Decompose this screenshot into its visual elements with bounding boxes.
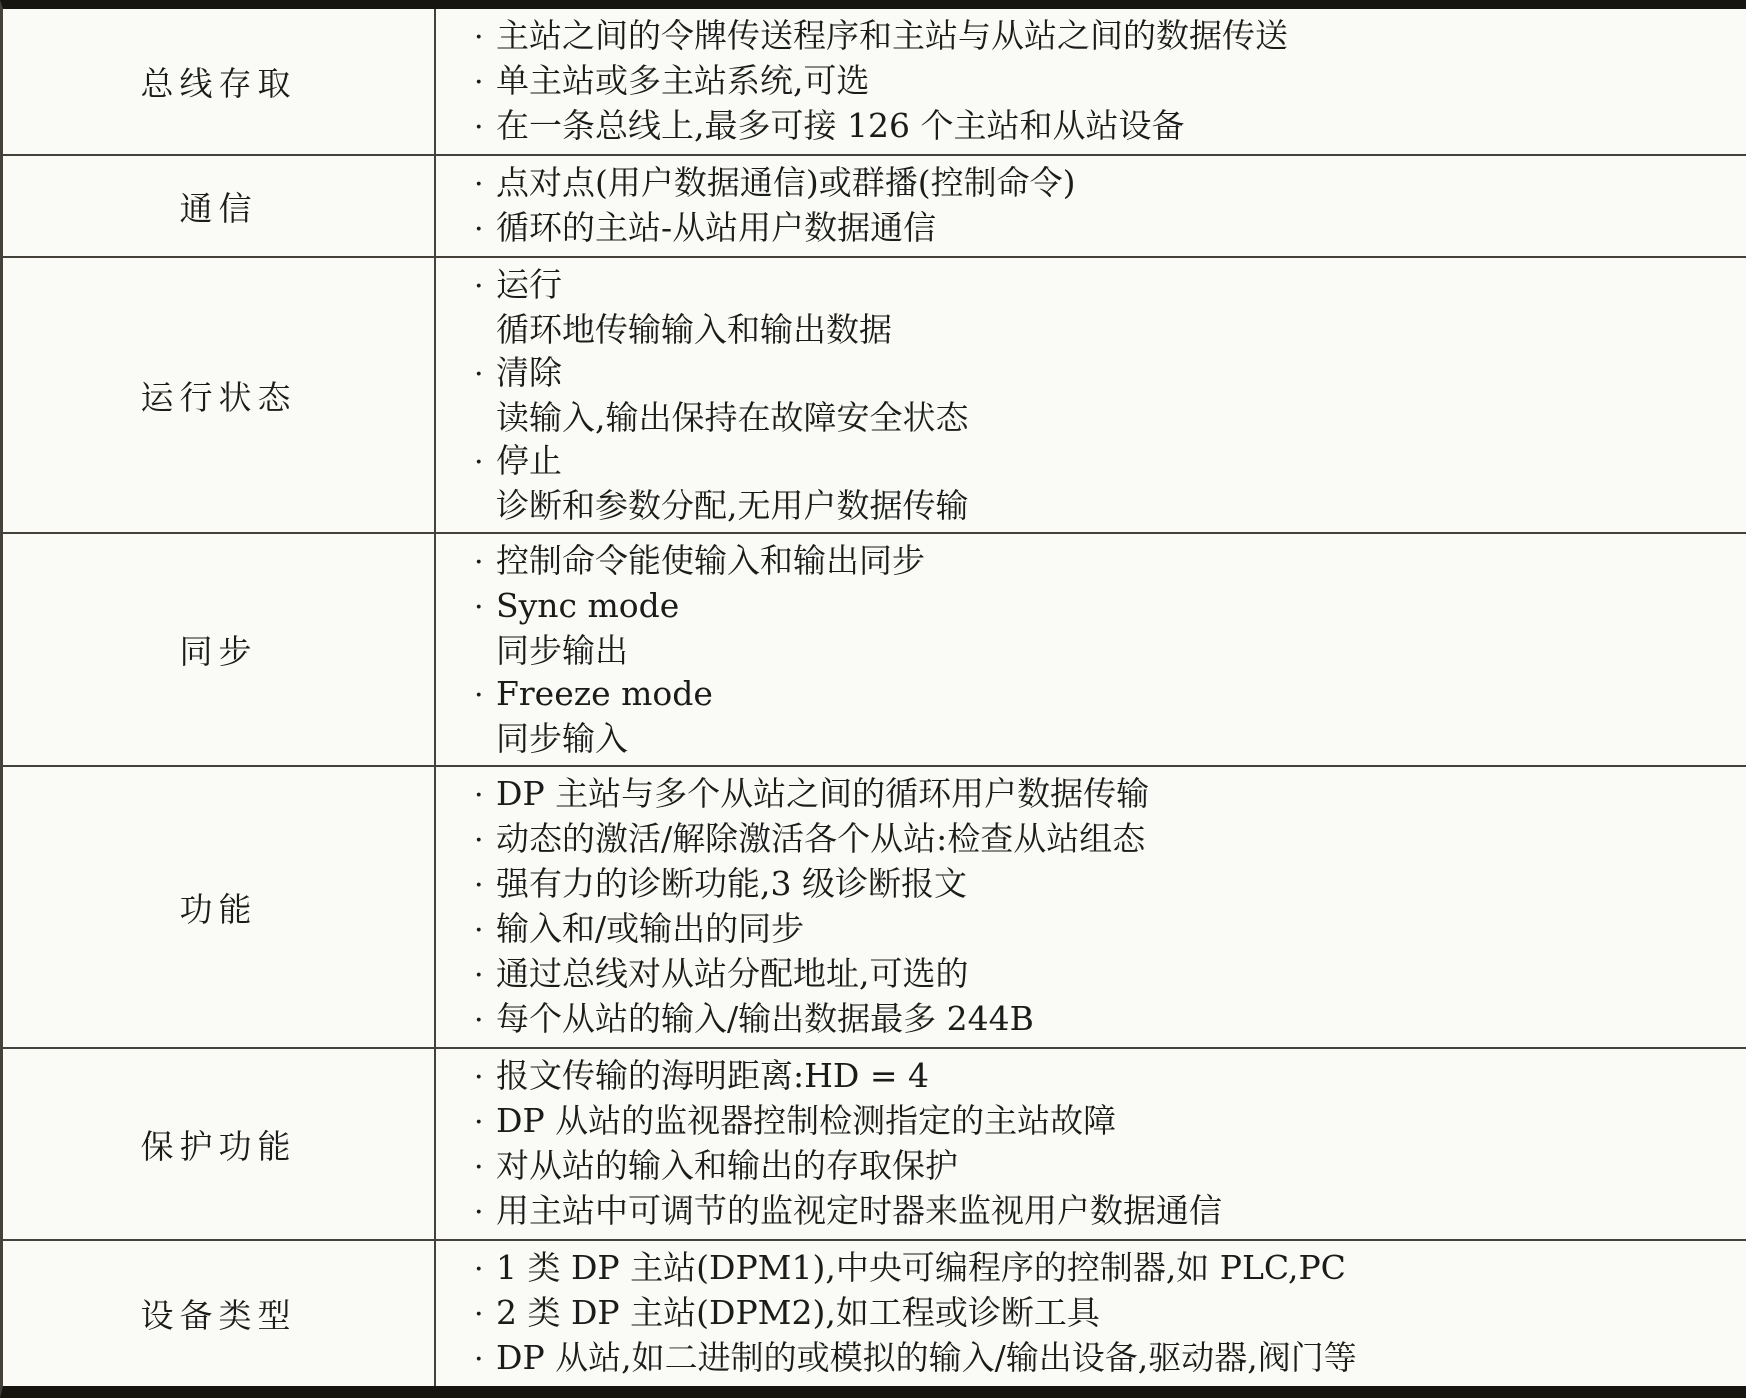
spec-line: [474, 104, 1736, 149]
row-content: [436, 9, 1746, 154]
line-text: 2 类 DP 主站(DPM2),如工程或诊断工具: [496, 1293, 1100, 1332]
spec-line: [474, 308, 1736, 351]
spec-line: [474, 1054, 1736, 1099]
line-text: 循环的主站-从站用户数据通信: [496, 208, 937, 247]
bullet-icon: ·: [474, 1150, 484, 1185]
spec-line: [474, 952, 1736, 997]
bullet-icon: ·: [474, 1060, 484, 1095]
line-text: 主站之间的令牌传送程序和主站与从站之间的数据传送: [496, 16, 1288, 55]
line-text: Freeze mode: [496, 674, 713, 713]
spec-line: [474, 539, 1736, 584]
row-label: 总线存取: [3, 9, 436, 154]
spec-line: [474, 672, 1736, 717]
bullet-icon: ·: [474, 1297, 484, 1332]
bullet-icon: ·: [474, 110, 484, 145]
spec-line: [474, 161, 1736, 206]
bullet-icon: ·: [474, 545, 484, 580]
bullet-icon: ·: [474, 823, 484, 858]
spec-line: [474, 351, 1736, 396]
bullet-icon: ·: [474, 678, 484, 713]
row-content: [436, 1241, 1746, 1386]
spec-line: [474, 907, 1736, 952]
spec-line: [474, 817, 1736, 862]
bullet-icon: ·: [474, 1195, 484, 1230]
line-text: 清除: [496, 353, 562, 392]
line-text: DP 主站与多个从站之间的循环用户数据传输: [496, 774, 1150, 813]
line-text: 同步输出: [496, 631, 628, 670]
line-text: 控制命令能使输入和输出同步: [496, 541, 925, 580]
spec-line: [474, 1189, 1736, 1234]
line-text: 报文传输的海明距离:HD = 4: [496, 1056, 929, 1095]
row-content: [436, 156, 1746, 256]
spec-line: [474, 1336, 1736, 1381]
line-text: 通过总线对从站分配地址,可选的: [496, 954, 969, 993]
bullet-icon: ·: [474, 590, 484, 625]
bullet-icon: ·: [474, 1105, 484, 1140]
table-row: [3, 767, 1746, 1049]
spec-line: [474, 396, 1736, 439]
line-text: 停止: [496, 441, 562, 480]
row-label: 运行状态: [3, 258, 436, 532]
table-row: [3, 9, 1746, 156]
row-content: [436, 767, 1746, 1047]
bullet-icon: ·: [474, 778, 484, 813]
bullet-icon: ·: [474, 958, 484, 993]
row-label: 功能: [3, 767, 436, 1047]
row-label: 同步: [3, 534, 436, 765]
line-text: 点对点(用户数据通信)或群播(控制命令): [496, 163, 1076, 202]
table-row: [3, 258, 1746, 534]
line-text: Sync mode: [496, 586, 680, 625]
line-text: 循环地传输输入和输出数据: [496, 310, 892, 349]
spec-line: [474, 717, 1736, 760]
row-label: 设备类型: [3, 1241, 436, 1386]
spec-line: [474, 629, 1736, 672]
line-text: 诊断和参数分配,无用户数据传输: [496, 486, 969, 525]
bullet-icon: ·: [474, 445, 484, 480]
table-row: [3, 156, 1746, 258]
spec-line: [474, 1246, 1736, 1291]
bullet-icon: ·: [474, 1342, 484, 1377]
bullet-icon: ·: [474, 269, 484, 304]
spec-line: [474, 1144, 1736, 1189]
row-label: 通信: [3, 156, 436, 256]
spec-line: [474, 14, 1736, 59]
line-text: 读输入,输出保持在故障安全状态: [496, 398, 969, 437]
line-text: 对从站的输入和输出的存取保护: [496, 1146, 958, 1185]
row-content: [436, 1049, 1746, 1239]
row-content: [436, 534, 1746, 765]
line-text: DP 从站的监视器控制检测指定的主站故障: [496, 1101, 1117, 1140]
spec-line: [474, 59, 1736, 104]
row-label: 保护功能: [3, 1049, 436, 1239]
bullet-icon: ·: [474, 1252, 484, 1287]
bullet-icon: ·: [474, 357, 484, 392]
line-text: DP 从站,如二进制的或模拟的输入/输出设备,驱动器,阀门等: [496, 1338, 1357, 1377]
line-text: 1 类 DP 主站(DPM1),中央可编程序的控制器,如 PLC,PC: [496, 1248, 1346, 1287]
line-text: 输入和/或输出的同步: [496, 909, 805, 948]
spec-line: [474, 263, 1736, 308]
bullet-icon: ·: [474, 212, 484, 247]
line-text: 同步输入: [496, 719, 628, 758]
line-text: 强有力的诊断功能,3 级诊断报文: [496, 864, 967, 903]
spec-line: [474, 206, 1736, 251]
bullet-icon: ·: [474, 167, 484, 202]
bullet-icon: ·: [474, 1003, 484, 1038]
bullet-icon: ·: [474, 868, 484, 903]
spec-line: [474, 484, 1736, 527]
line-text: 运行: [496, 265, 562, 304]
line-text: 每个从站的输入/输出数据最多 244B: [496, 999, 1034, 1038]
spec-line: [474, 439, 1736, 484]
spec-line: [474, 1099, 1736, 1144]
spec-line: [474, 1291, 1736, 1336]
spec-line: [474, 997, 1736, 1042]
spec-line: [474, 772, 1736, 817]
spec-line: [474, 584, 1736, 629]
table-row: [3, 534, 1746, 767]
line-text: 用主站中可调节的监视定时器来监视用户数据通信: [496, 1191, 1222, 1230]
bullet-icon: ·: [474, 20, 484, 55]
line-text: 单主站或多主站系统,可选: [496, 61, 870, 100]
line-text: 在一条总线上,最多可接 126 个主站和从站设备: [496, 106, 1185, 145]
table-row: [3, 1049, 1746, 1241]
bullet-icon: ·: [474, 913, 484, 948]
spec-line: [474, 862, 1736, 907]
row-content: [436, 258, 1746, 532]
bullet-icon: ·: [474, 65, 484, 100]
line-text: 动态的激活/解除激活各个从站:检查从站组态: [496, 819, 1146, 858]
table-row: [3, 1241, 1746, 1386]
